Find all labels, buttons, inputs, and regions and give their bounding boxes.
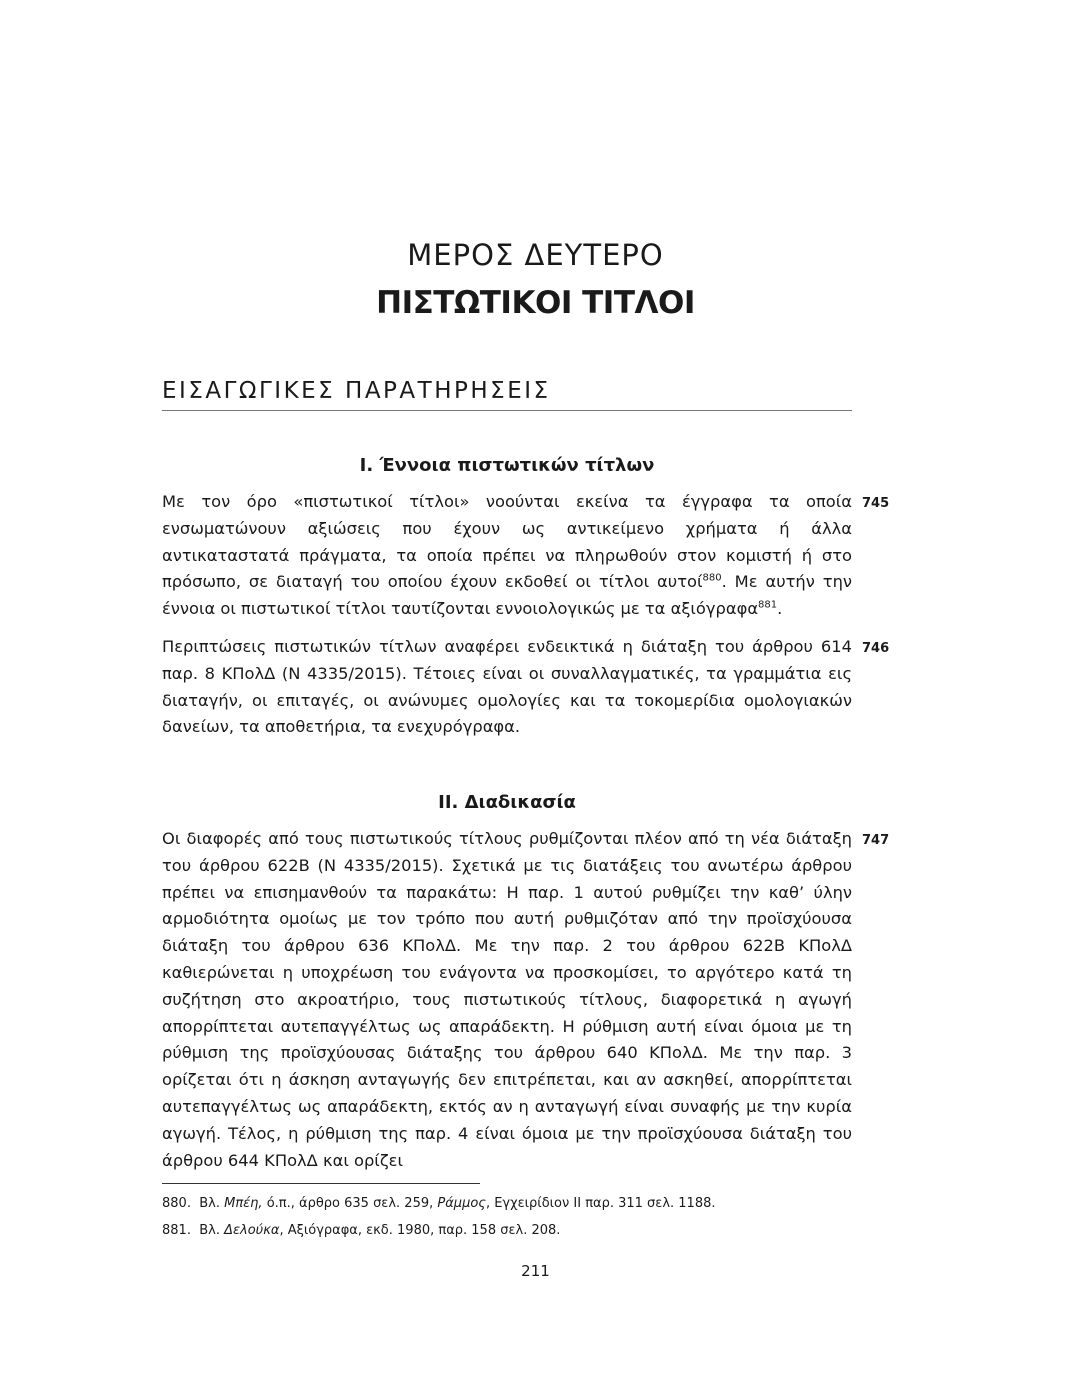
margin-number: 747: [862, 833, 890, 848]
footnote-881: [162, 1222, 852, 1240]
margin-number: 746: [862, 641, 890, 656]
footnote-author: Ράμμος: [437, 1196, 486, 1211]
footnote-number: 880.: [162, 1196, 191, 1211]
margin-number: 745: [862, 496, 890, 511]
footnote-880: [162, 1195, 852, 1213]
footnote-prefix: Βλ.: [199, 1196, 220, 1211]
footnote-ref-881: 881: [758, 599, 778, 611]
footnote-text: ό.π., άρθρο 635 σελ. 259,: [266, 1196, 434, 1211]
section-1-paragraph-2: Περιπτώσεις πιστωτικών τίτλων αναφέρει ενδεικτικά η διάταξη του άρθρου 614 παρ. 8 ΚΠολΔ (Ν 4335/2015). Τέτοιες είναι οι συναλλαγματικές, τα γραμμάτια εις διαταγήν, οι επιταγές, οι ανώνυμες ομολογίες και τα τοκομερίδια ομολογιακών δανείων, τα αποθετήρια, τα ενεχυρόγραφα.: [162, 637, 852, 737]
footnote-text: , Αξιόγραφα, εκδ. 1980, παρ. 158 σελ. 208.: [279, 1223, 561, 1238]
footnote-text: , Εγχειρίδιον ΙΙ παρ. 311 σελ. 1188.: [485, 1196, 716, 1211]
footnote-author: Δελούκα: [224, 1223, 280, 1238]
section-2-heading: ΙΙ. Διαδικασία: [438, 792, 576, 813]
footnote-prefix: Βλ.: [199, 1223, 220, 1238]
footnote-divider: [162, 1183, 480, 1184]
part-title: ΠΙΣΤΩΤΙΚΟΙ ΤΙΤΛΟΙ: [376, 285, 695, 321]
section-2-paragraph-1: Οι διαφορές από τους πιστωτικούς τίτλους ρυθμίζονται πλέον από τη νέα διάταξη του άρθρου 622Β (Ν 4335/2015). Σχετικά με τις διατάξεις του ανωτέρω άρθρου πρέπει να επισημανθούν τα παρακάτω: Η παρ. 1 αυτού ρυθμίζει την καθ’ ύλην αρμοδιότητα ομοίως με τον τρόπο που αυτή ρυθμιζόταν από την προϊσχύουσα διάταξη του άρθρου 636 ΚΠολΔ. Με την παρ. 2 του άρθρου 622Β ΚΠολΔ καθιερώνεται η υποχρέωση του ενάγοντα να προσκομίσει, το αργότερο κατά τη συζήτηση στο ακροατήριο, τους πιστωτικούς τίτλους, διαφορετικά η αγωγή απορρίπτεται αυτεπαγγέλτως ως απαράδεκτη. Η ρύθμιση αυτή είναι όμοια με τη ρύθμιση της προϊσχύουσας διάταξης του άρθρου 640 ΚΠολΔ. Με την παρ. 3 ορίζεται ότι η άσκηση ανταγωγής δεν επιτρέπεται, και αν ασκηθεί, απορρίπτεται αυτεπαγγέλτως ως απαράδεκτη, εκτός αν η ανταγωγή είναι συναφής με την κυρία αγωγή. Τέλος, η ρύθμιση της παρ. 4 είναι όμοια με την προϊσχύουσα διάταξη του άρθρου 644 ΚΠολΔ και ορίζει: [162, 829, 852, 1170]
paragraph-text: . Με αυτήν την έννοια οι πιστωτικοί τίτλοι ταυτίζονται εννοιολογικώς με τα αξιόγραφα: [162, 572, 852, 619]
footnote-ref-880: 880: [702, 572, 722, 584]
section-1-heading: Ι. Έννοια πιστωτικών τίτλων: [359, 455, 655, 476]
intro-heading: ΕΙΣΑΓΩΓΙΚΕΣ ΠΑΡΑΤΗΡΗΣΕΙΣ: [162, 378, 852, 411]
section-1-paragraph-1: [162, 489, 852, 623]
part-label: ΜΕΡΟΣ ΔΕΥΤΕΡΟ: [407, 238, 664, 272]
footnote-author: Μπέη,: [224, 1196, 263, 1211]
paragraph-text: Με τον όρο «πιστωτικοί τίτλοι» νοούνται εκείνα τα έγγραφα τα οποία ενσωματώνουν αξιώσεις που έχουν ως αντικείμενο χρήματα ή άλλα αντικαταστατά πράγματα, τα οποία πρέπει να πληρωθούν στον κομιστή ή στο πρόσωπο, σε διαταγή του οποίου έχουν εκδοθεί οι τίτλοι αυτοί: [162, 492, 852, 592]
paragraph-text: .: [777, 599, 783, 619]
footnote-number: 881.: [162, 1223, 191, 1238]
page-number: 211: [521, 1262, 550, 1280]
